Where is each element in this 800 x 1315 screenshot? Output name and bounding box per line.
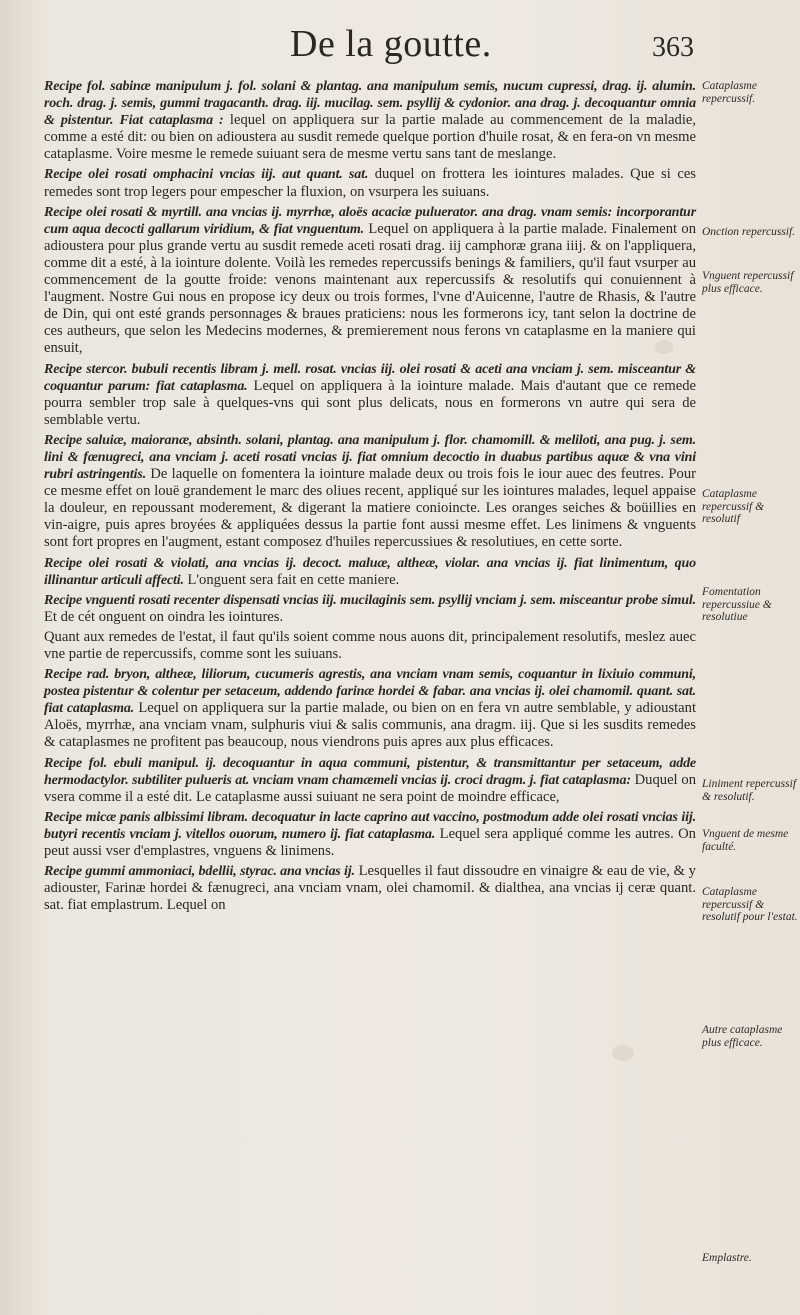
margin-note: Vnguent repercussif plus efficace. [702,270,794,295]
margin-note: Cataplasme repercussif. [702,80,757,105]
latin-recipe: Recipe gummi ammoniaci, bdellii, styrac. ana vncias ij. [44,864,355,880]
paragraph [44,432,696,552]
margin-note: Autre cataplasme plus efficace. [702,1024,783,1049]
latin-recipe: Recipe vnguenti rosati recenter dispensati vncias iij. mucilaginis sem. psyllij vnciam j. sem. misceantur probe simul. [44,592,696,608]
margin-note: Liniment repercussif & resolutif. [702,778,797,803]
french-text: Lequel on appliquera à la partie malade. Finalement on adioustera pour plus grande vertu au susdit remede aceti rosati drag. iij camphoræ grana iiij. & on l'appliquera, comme dit a esté, à la iointure dolente. Voilà les remedes repercussifs benings & familiers, qu'il faut vsurper au commencement de la goutte froide: venons maintenant aux repercussifs & resolutifs qui conuiennent à l'augment. Nostre Gui nous en propose icy deux ou trois formes, l'vne d'Auicenne, l'autre de Rhasis, & l'autre de Din, qui ont esté grands personnages & braues praticiens: nous les formerons icy, tant selon la doctrine de ces autheurs, que selon les Medecins modernes, & premierement nous ferons vn cataplasme en la maniere qui ensuit, [44,220,696,357]
paragraph [44,204,696,358]
page-number: 363 [652,32,694,63]
french-text: Lequel sera appliqué comme les autres. On peut aussi vser d'emplastres, vnguens & linimens. [44,825,696,860]
french-text: Lequel on appliquera à la iointure malade. Mais d'autant que ce remede pourra sembler trop sale à quelques-vns qui sont plus delicats, nous en formerons vn autre qui sera de semblable vertu. [44,377,697,428]
latin-recipe: Recipe olei rosati & myrtill. ana vncias ij. myrrhæ, aloës acaciæ puluerator. ana drag. vnam semis: incorporantur cum aqua decocti gallarum viridium, & fiat vnguentum. [44,204,696,237]
french-text: De laquelle on fomentera la iointure malade deux ou trois fois le iour auec des feutres. Pour ce mesme effet on louë grandement le marc des oliues recent, appliqué sur les iointures malades, lequel appaise la douleur, en repoussant moderement, & digerant la matiere conioincte. Les oranges seiches & boüillies en vin-aigre, puis apres broyées & appliquées dessus la partie font aussi mesme effet. Les linimens & vnguents sont fort propres en l'augment, estant composez d'huiles repercussiues & resolutiues, en cette sorte. [44,466,696,551]
latin-recipe: Recipe stercor. bubuli recentis libram j. mell. rosat. vncias iij. olei rosati & aceti ana vnciam j. sem. misceantur & coquantur parum: fiat cataplasma. [44,361,696,394]
latin-recipe: Recipe saluiæ, maioranæ, absinth. solani, plantag. ana manipulum j. flor. chamomill. & meliloti, ana pug. j. sem. lini & fœnugreci, ana vnciam j. aceti rosati vncias ij. fiat omnium decoctio in duabus partibus aquæ & vna vini rubri astringentis. [44,432,696,483]
paper-stain [612,1045,634,1061]
paragraph [44,361,696,429]
french-text: duquel on frottera les iointures malades. Que si ces remedes sont trop legers pour empescher la fluxion, on vsurpera les suiuans. [44,166,696,200]
margin-note: Fomentation repercussiue & resolutiue [702,586,772,624]
french-text: Lesquelles il faut dissoudre en vinaigre & eau de vie, & y adiouster, Farinæ hordei & fænugreci, ana vnciam vnam, olei chamomil. & dialthea, ana vncias ij ceræ quant. sat. fiat emplastrum. Lequel on [44,863,696,914]
margin-note: Cataplasme repercussif & resolutif [702,488,765,526]
body-text [44,78,696,917]
french-text: lequel on appliquera sur la partie malade au commencement de la maladie, comme a esté dit: ou bien on adioustera au susdit remede quelque portion d'huile rosat, & en fera-on vn mesme cataplasme. Voire mesme le remede suiuant sera de mesme vertu sans tant de meslange. [44,112,696,163]
french-text: Et de cét onguent on oindra les iointures. [44,608,284,625]
latin-recipe: Recipe olei rosati & violati, ana vncias ij. decoct. maluæ, altheæ, violar. ana vncias ij. fiat linimentum, quo illinantur articuli affecti. [44,555,696,588]
paragraph [44,166,696,200]
paragraph [44,592,696,626]
paragraph [44,863,696,914]
paragraph [44,629,696,663]
french-text: Lequel on appliquera sur la partie malade, ou bien on en fera vn autre semblable, y adioustant Aloës, myrrhæ, ana vnciam vnam, sulphuris viui & salis communis, ana dragm. iij. Que si les susdits remedes & cataplasmes ne profitent pas beaucoup, nous viendrons puis apres aux plus efficaces. [44,700,697,751]
french-text: Quant aux remedes de l'estat, il faut qu'ils soient comme nous auons dit, principalement resolutifs, meslez auec vne partie de repercussifs, comme sont les suiuans. [44,628,696,662]
latin-recipe: Recipe fol. sabinæ manipulum j. fol. solani & plantag. ana manipulum semis, nucum cupressi, drag. ij. alumin. roch. drag. j. semis, gummi tragacanth. drag. iij. mucilag. sem. psyllij & cydonior. ana drag. j. decoquantur omnia & pistentur. Fiat cataplasma : [44,79,696,129]
latin-recipe: Recipe fol. ebuli manipul. ij. decoquantur in aqua communi, pistentur, & transmittantur per setaceum, adde hermodactylor. subtiliter pulueris at. vnciam vnam chamæmeli vncias ij. croci dragm. j. fiat cataplasma: [44,755,696,788]
french-text: L'onguent sera fait en cette maniere. [183,571,400,588]
paragraph [44,78,696,163]
paragraph [44,809,696,860]
french-text: Duquel on vsera comme il a esté dit. Le cataplasme aussi suiuant ne sera point de moindre efficace, [44,771,697,805]
latin-recipe: Recipe olei rosati omphacini vncias iij. aut quant. sat. [44,167,369,183]
margin-note: Onction repercussif. [702,226,796,238]
latin-recipe: Recipe micæ panis albissimi libram. decoquatur in lacte caprino aut vaccino, postmodum adde olei rosati vncias iij. butyri recentis vnciam j. vitellos ouorum, numero ij. fiat cataplasma. [44,809,696,842]
paragraph [44,755,696,806]
page-header [0,18,800,70]
paragraph [44,666,696,751]
running-title: De la goutte. [290,23,492,65]
margin-note: Vnguent de mesme faculté. [702,828,789,853]
paragraph [44,555,696,589]
margin-note: Emplastre. [702,1252,752,1264]
latin-recipe: Recipe rad. bryon, altheæ, liliorum, cucumeris agrestis, ana vnciam vnam semis, coquantur in lixiuio communi, postea pistentur & colentur per setaceum, addendo farinæ hordei & fabar. ana vncias ij. olei chamomil. quant. sat. fiat cataplasma. [44,667,696,717]
margin-note: Cataplasme repercussif & resolutif pour l'estat. [702,886,798,924]
